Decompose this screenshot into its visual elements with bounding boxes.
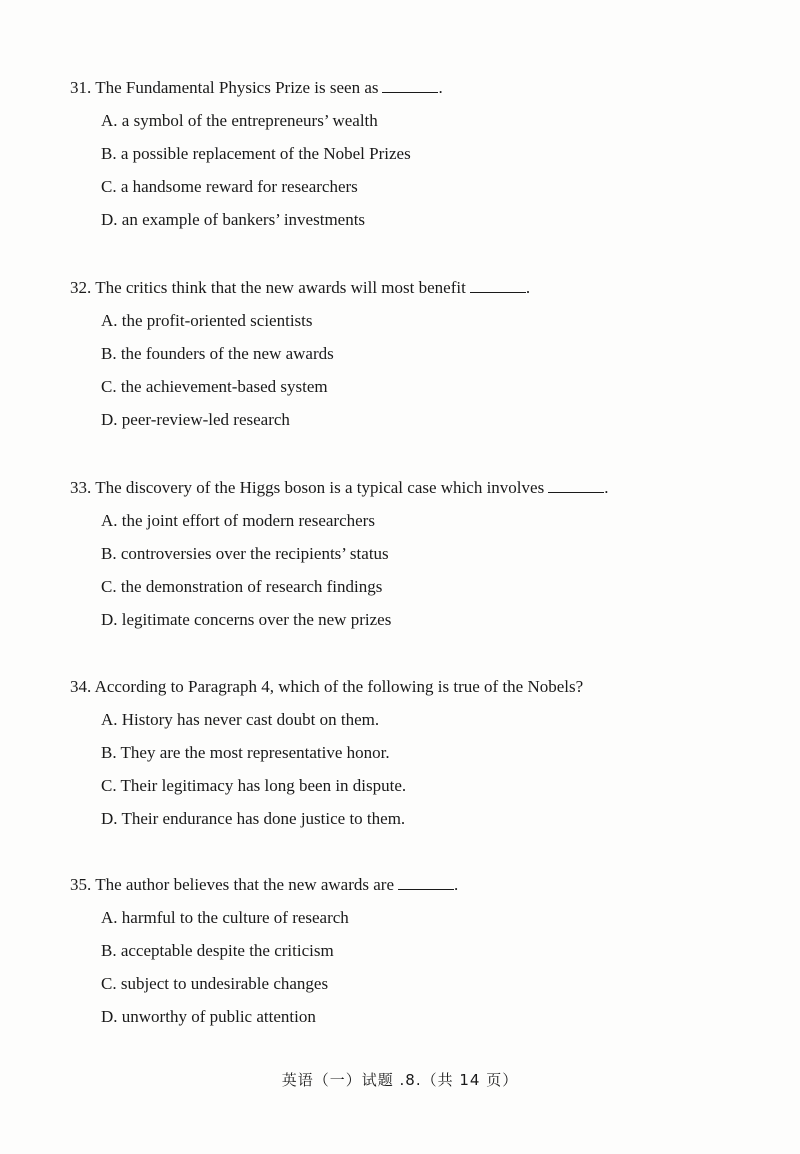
- question-32: [70, 278, 760, 430]
- option-b: B. acceptable despite the criticism: [101, 941, 334, 960]
- question-35: [70, 875, 760, 1027]
- option-c: C. subject to undesirable changes: [101, 974, 329, 993]
- option-c: C. the demonstration of research findings: [101, 577, 383, 596]
- question-text: The Fundamental Physics Prize is seen as: [95, 78, 379, 97]
- answer-blank: [382, 78, 438, 93]
- option-c: C. Their legitimacy has long been in dispute.: [101, 776, 407, 795]
- question-34: [70, 677, 760, 829]
- question-stem: [70, 278, 760, 298]
- option-d: D. peer-review-led research: [101, 410, 290, 429]
- option-d: D. legitimate concerns over the new prizes: [101, 610, 392, 629]
- option-c: C. a handsome reward for researchers: [101, 177, 358, 196]
- question-end: .: [438, 78, 443, 97]
- page-footer: 英语（一）试题 .8.（共 14 页）: [281, 1071, 519, 1089]
- option-a: A. the profit-oriented scientists: [101, 311, 313, 330]
- option-a: A. History has never cast doubt on them.: [101, 710, 380, 729]
- answer-blank: [470, 278, 526, 293]
- option-b: B. They are the most representative honor.: [101, 743, 390, 762]
- question-stem: [70, 478, 760, 498]
- option-a: A. harmful to the culture of research: [101, 908, 349, 927]
- question-33: [70, 478, 760, 630]
- question-stem: [70, 677, 760, 697]
- answer-blank: [398, 875, 454, 890]
- question-text: According to Paragraph 4, which of the following is true of the Nobels?: [94, 677, 584, 696]
- option-list: [70, 511, 760, 630]
- option-b: B. a possible replacement of the Nobel Prizes: [101, 144, 411, 163]
- option-d: D. an example of bankers’ investments: [101, 210, 366, 229]
- question-31: [70, 78, 760, 230]
- answer-blank: [548, 478, 604, 493]
- option-list: [70, 111, 760, 230]
- question-stem: [70, 875, 760, 895]
- question-text: The author believes that the new awards are: [95, 875, 394, 894]
- option-a: A. the joint effort of modern researchers: [101, 511, 375, 530]
- question-text: The discovery of the Higgs boson is a typical case which involves: [95, 478, 545, 497]
- question-number: 35.: [70, 875, 92, 894]
- question-number: 33.: [70, 478, 92, 497]
- option-d: D. unworthy of public attention: [101, 1007, 316, 1026]
- question-number: 32.: [70, 278, 92, 297]
- question-end: .: [525, 278, 531, 297]
- option-b: B. controversies over the recipients’ status: [101, 544, 389, 563]
- question-number: 31.: [70, 78, 92, 97]
- question-stem: [70, 78, 760, 98]
- question-end: .: [454, 875, 459, 894]
- option-b: B. the founders of the new awards: [101, 344, 334, 363]
- option-list: [70, 311, 760, 430]
- option-list: [70, 710, 760, 829]
- question-text: The critics think that the new awards will most benefit: [95, 278, 466, 297]
- question-end: .: [604, 478, 609, 497]
- option-c: C. the achievement-based system: [101, 377, 328, 396]
- option-d: D. Their endurance has done justice to them.: [101, 809, 406, 828]
- option-list: [70, 908, 760, 1027]
- option-a: A. a symbol of the entrepreneurs’ wealth: [101, 111, 378, 130]
- question-number: 34.: [70, 677, 92, 696]
